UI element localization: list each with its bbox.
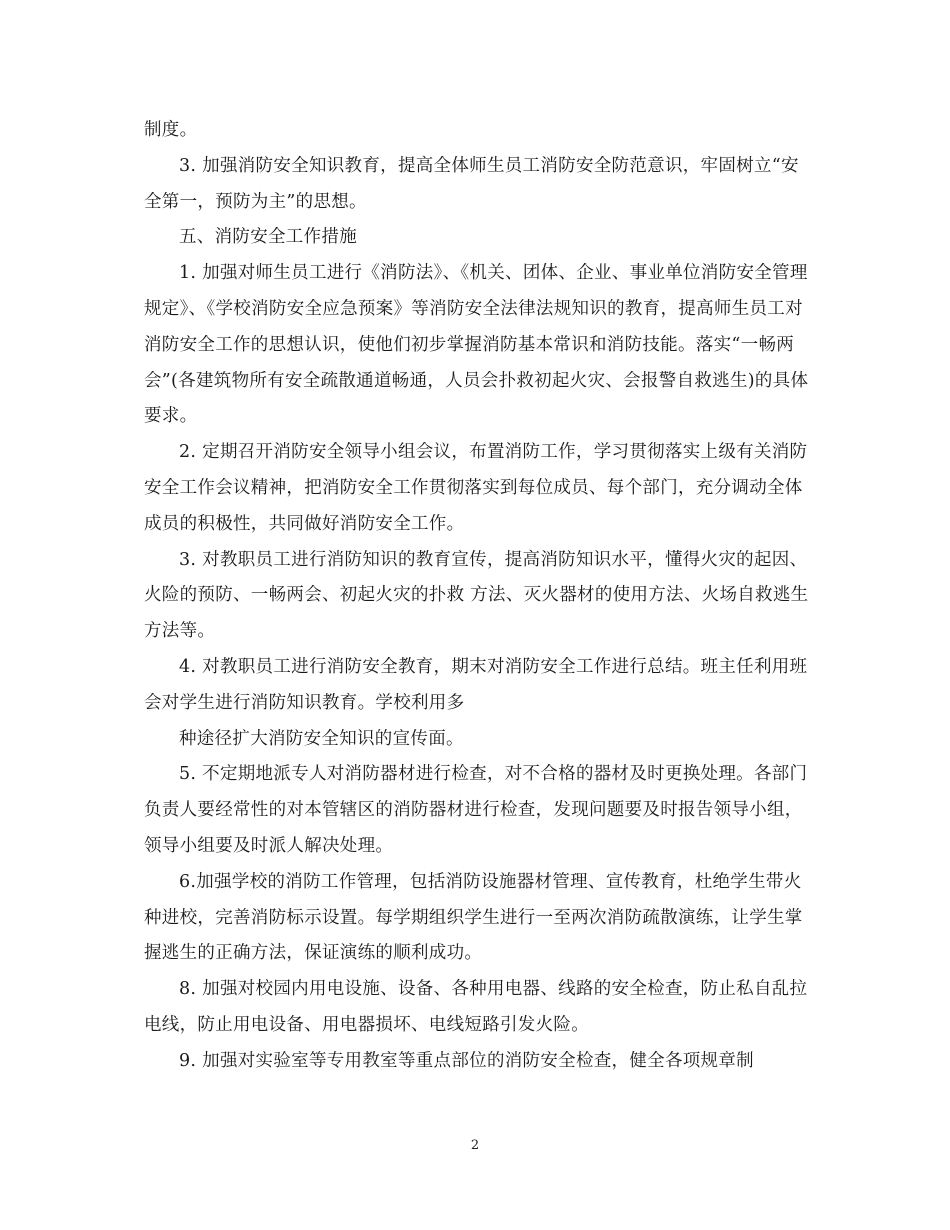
paragraph-2: 3. 加强消防安全知识教育，提高全体师生员工消防安全防范意识，牢固树立“安全第一，预防为主”的思想。: [144, 155, 799, 212]
paragraph-6: 3. 对教职员工进行消防知识的教育宣传，提高消防知识水平，懂得火灾的起因、火险的预防、一畅两会、初起火灾的扑救 方法、灭火器材的使用方法、火场自救逃生方法等。: [144, 549, 809, 642]
paragraph-4: 1. 加强对师生员工进行《消防法》、《机关、团体、企业、事业单位消防安全管理规定》、《学校消防安全应急预案》等消防安全法律法规知识的教育，提高师生员工对消防安全工作的思想认识，使他们初步掌握消防基本常识和消防技能。落实“一畅两会”(各建筑物所有安全疏散通道畅通，人员会扑救初起火灾、会报警自救逃生)的具体要求。: [144, 263, 809, 427]
paragraph-1: 制度。: [144, 120, 198, 140]
paragraph-10: 6.加强学校的消防工作管理，包括消防设施器材管理、宣传教育，杜绝学生带火种进校，完善消防标示设置。每学期组织学生进行一至两次消防疏散演练，让学生掌握逃生的正确方法，保证演练的顺利成功。: [144, 871, 803, 964]
paragraph-12: 9. 加强对实验室等专用教室等重点部位的消防安全检查，健全各项规章制: [179, 1050, 754, 1071]
document-body: [144, 113, 809, 1080]
paragraph-7: 4. 对教职员工进行消防安全教育，期末对消防安全工作进行总结。班主任利用班会对学生进行消防知识教育。学校利用多: [144, 656, 808, 713]
paragraph-9: 5. 不定期地派专人对消防器材进行检查，对不合格的器材及时更换处理。各部门负责人要经常性的对本管辖区的消防器材进行检查，发现问题要及时报告领导小组，领导小组要及时派人解决处理。: [144, 764, 808, 856]
paragraph-5: 2. 定期召开消防安全领导小组会议，布置消防工作，学习贯彻落实上级有关消防安全工作会议精神，把消防安全工作贯彻落实到每位成员、每个部门，充分调动全体成员的积极性，共同做好消防安全工作。: [144, 442, 808, 534]
page-number: 2: [470, 1138, 480, 1153]
paragraph-8: 种途径扩大消防安全知识的宣传面。: [179, 728, 464, 749]
section-heading: 五、消防安全工作措施: [179, 227, 357, 248]
paragraph-11: 8. 加强对校园内用电设施、设备、各种用电器、线路的安全检查，防止私自乱拉电线，防止用电设备、用电器损坏、电线短路引发火险。: [144, 979, 808, 1035]
